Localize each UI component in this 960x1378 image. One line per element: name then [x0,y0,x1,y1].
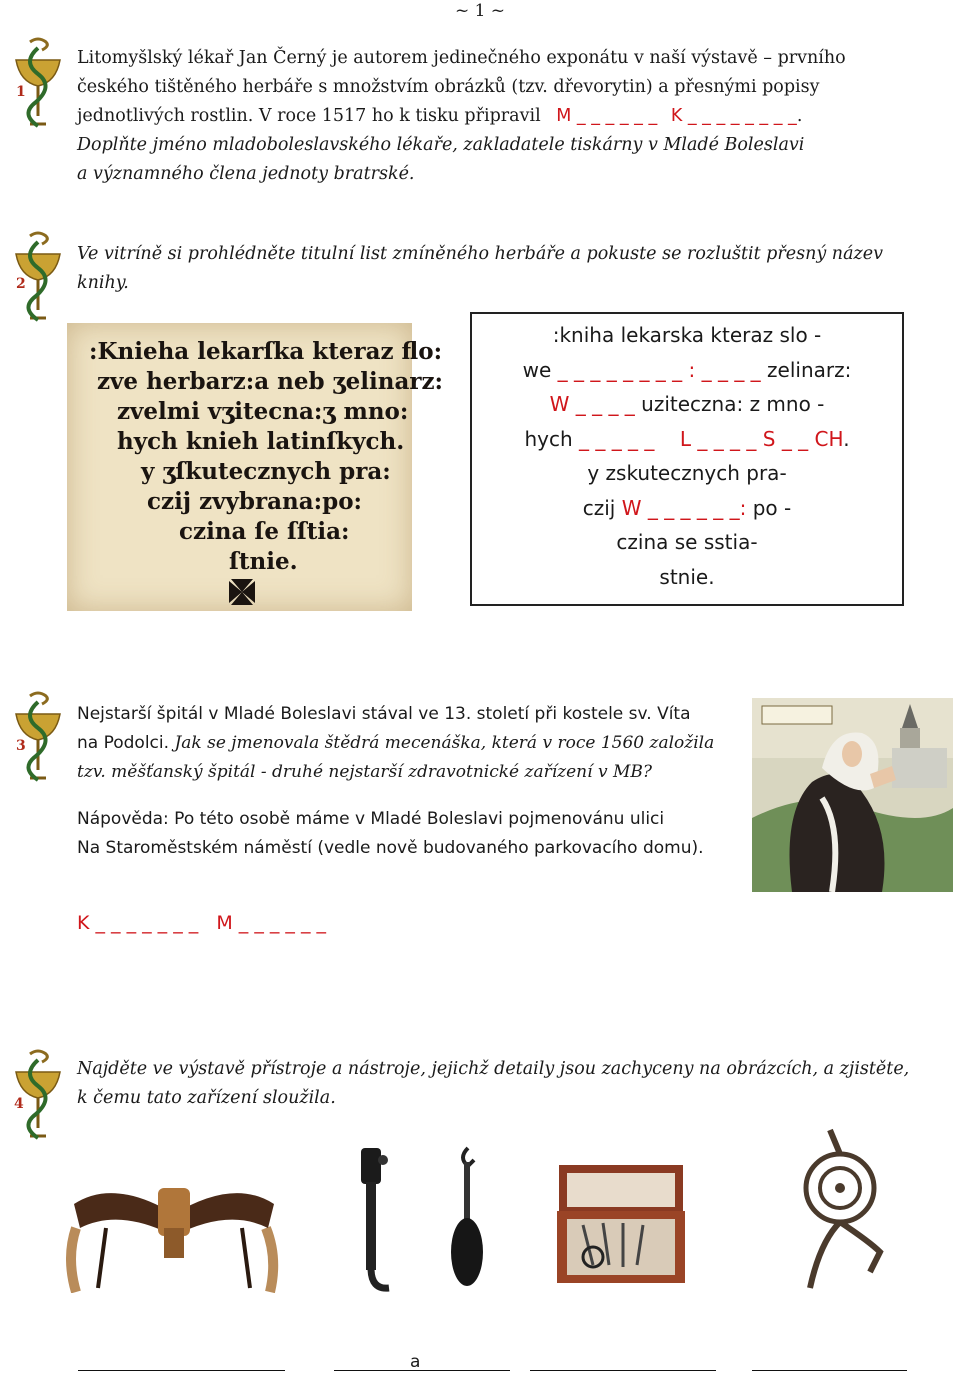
box-line-2-blank[interactable]: _ _ _ _ _ _ _ _ : _ _ _ _ [557,357,761,382]
question-3-emblem [10,688,66,788]
q3-hint-2: Na Staroměstském náměstí (vedle nově budovaného parkovacího domu). [77,838,704,858]
box-line-2-c: zelinarz: [767,357,852,382]
box-line-2-a: we [522,357,552,382]
question-1-emblem [10,34,66,134]
question-1-number: 1 [16,84,26,100]
box-line-4 [472,422,902,457]
box-line-6 [472,491,902,526]
woodcut-line-3: zvelmi vʒitecna:ʒ mno: [117,398,409,425]
woodcut-line-2: zve herbarz:a neb ʒelinarz: [97,368,444,395]
page-number: ~ 1 ~ [454,1,506,21]
answer-line-2[interactable] [334,1370,510,1371]
bowl-of-hygieia-icon [10,1046,66,1142]
q1-line-5: a významného člena jednoty bratrské. [77,164,415,184]
question-3-number: 3 [16,738,26,754]
patroness-painting-image [752,698,953,892]
q1-answer-m[interactable]: M _ _ _ _ _ _ [556,106,658,126]
box-line-4-c: . [843,426,850,451]
answer-line-1[interactable] [78,1370,285,1371]
woodcut-line-6: czij zvybrana:po: [147,488,363,515]
q2-line-1: Ve vitríně si prohlédněte titulní list zmíněného herbáře a pokuste se rozluštit přesný název [77,244,883,264]
herbal-title-page-image [67,323,444,611]
q1-line-3 [77,102,937,131]
instrument-3-image [444,1144,490,1290]
q2-line-2: knihy. [77,273,129,293]
q4-line-1: Najděte ve výstavě přístroje a nástroje, jejichž detaily jsou zachyceny na obrázcích, a zjistěte, [77,1059,910,1079]
woodcut-line-4: hych knieh latinſkych. [117,428,405,455]
answer-line-4[interactable] [752,1370,907,1371]
q4-line-2: k čemu tato zařízení sloužila. [77,1088,336,1108]
box-line-3 [472,387,902,422]
question-1-text [77,44,937,189]
woodcut-line-7: czina ſe ſſtia: [179,518,350,545]
bowl-of-hygieia-icon [10,34,66,130]
box-line-1: :kniha lekarska kteraz slo - [552,323,822,347]
question-4-number: 4 [14,1096,24,1112]
q3-line-2-a: na Podolci. [77,733,170,753]
transcription-box [470,312,904,606]
instrument-wheel-image [784,1126,884,1296]
q3-hint-1: Nápověda: Po této osobě máme v Mladé Boleslavi pojmenovánu ulici [77,809,665,829]
question-3-text [77,700,747,863]
question-4-text [77,1055,947,1113]
instrument-2-image [349,1144,395,1294]
q1-line-4: Doplňte jméno mladoboleslavského lékaře, zakladatele tiskárny v Mladé Boleslavi [77,135,805,155]
answer-line-2-connector: a [410,1352,421,1372]
praying-woman-illustration [752,698,953,892]
box-line-6-a: czij [582,495,616,520]
box-line-3-b: uziteczna: z mno - [641,392,825,416]
cross-pattee-icon [227,577,257,607]
question-2-number: 2 [16,276,26,292]
bowl-of-hygieia-icon [10,688,66,784]
woodcut-line-1: :Knieha lekarſka kteraz flo: [89,338,443,365]
instrument-kit-image [553,1165,689,1285]
box-line-6-blank[interactable]: W _ _ _ _ _ _: [621,495,747,520]
answer-line-3[interactable] [530,1370,716,1371]
q1-line-2: českého tištěného herbáře s množstvím obrázků (tzv. dřevorytin) a přesnými popisy [77,77,820,97]
q1-answer-k[interactable]: K _ _ _ _ _ _ _ _ [670,106,797,126]
question-2-emblem [10,228,66,328]
q1-line-3-prefix: jednotlivých rostlin. V roce 1517 ho k tisku připravil [77,106,541,126]
woodcut-line-8: ſtnie. [229,548,298,575]
q3-line-2-b: Jak se jmenovala štědrá mecenáška, která v roce 1560 založila [174,733,715,753]
box-line-4-blank[interactable]: _ _ _ _ _ L _ _ _ _ S _ _ CH [578,426,844,451]
question-2-text [77,240,937,298]
q1-line-1: Litomyšlský lékař Jan Černý je autorem jedinečného exponátu v naší výstavě – prvního [77,48,846,68]
question-4-emblem [10,1046,66,1146]
box-line-3-blank[interactable]: W _ _ _ _ [549,392,635,416]
box-line-5: y zskutecznych pra- [587,461,787,485]
box-line-6-c: po - [752,495,792,520]
q1-answer-end: . [796,106,803,126]
box-line-8: stnie. [659,564,715,589]
q3-line-1: Nejstarší špitál v Mladé Boleslavi stával ve 13. století při kostele sv. Víta [77,704,691,724]
q3-line-2 [77,729,747,758]
woodcut-line-5: y ʒſkutecznych pra: [141,458,391,485]
box-line-2 [472,353,902,388]
box-line-7: czina se sstia- [616,530,758,554]
box-line-4-a: hych [524,426,573,451]
instrument-1-image [66,1158,282,1293]
q3-answer[interactable]: K _ _ _ _ _ _ _ M _ _ _ _ _ _ [77,912,326,934]
q3-line-3: tzv. měšťanský špitál - druhé nejstarší zdravotnické zařízení v MB? [77,762,652,782]
